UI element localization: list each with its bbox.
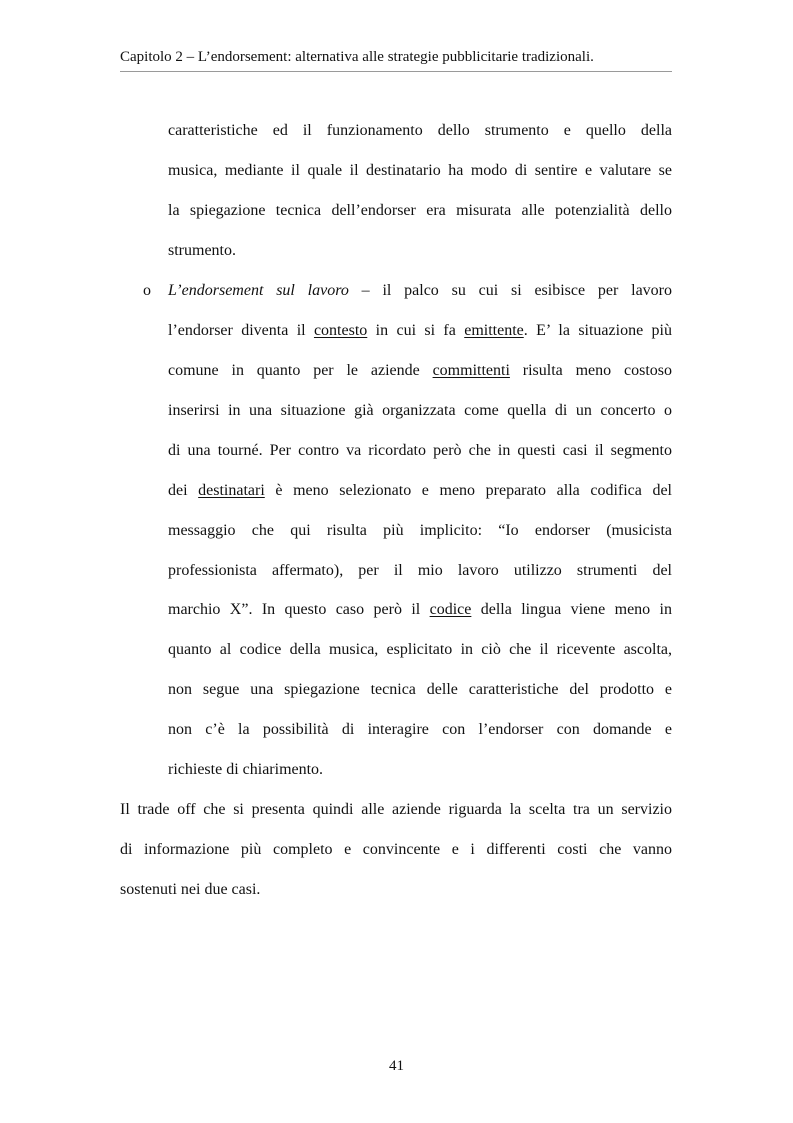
text-run: in cui si fa <box>367 322 465 339</box>
closing-line-2: di informazione più completo e convincente e i differenti costi che vanno <box>120 841 672 858</box>
text-run: risulta meno costoso <box>509 362 672 379</box>
text-run: . E’ la situazione più <box>523 322 672 339</box>
underlined-term-destinatari: destinatari <box>198 482 265 499</box>
continuation-line-2: musica, mediante il quale il destinatario ha modo di sentire e valutare se <box>168 162 672 179</box>
closing-line-3: sostenuti nei due casi. <box>120 881 261 898</box>
bullet-line-7: messaggio che qui risulta più implicito: “Io endorser (musicista <box>168 522 672 539</box>
text-run: marchio X”. In questo caso però il <box>168 601 430 618</box>
bullet-line-1-rest: – il palco su cui si esibisce per lavoro <box>348 282 673 299</box>
bullet-line-1 <box>168 279 672 303</box>
underlined-term-contesto: contesto <box>313 322 368 339</box>
underlined-term-emittente: emittente <box>464 322 524 339</box>
bullet-line-12: non c’è la possibilità di interagire con l’endorser con domande e <box>168 721 672 738</box>
text-run: dei <box>168 482 199 499</box>
bullet-line-13: richieste di chiarimento. <box>168 761 324 778</box>
bullet-line-3 <box>168 359 672 383</box>
bullet-term: L’endorsement sul lavoro <box>168 282 349 299</box>
continuation-line-4: strumento. <box>168 242 236 259</box>
bullet-line-10: quanto al codice della musica, esplicitato in ciò che il ricevente ascolta, <box>168 641 672 658</box>
bullet-line-6 <box>168 479 672 503</box>
closing-line-1: Il trade off che si presenta quindi alle aziende riguarda la scelta tra un servizio <box>120 801 672 818</box>
bullet-line-11: non segue una spiegazione tecnica delle caratteristiche del prodotto e <box>168 681 672 698</box>
running-header: Capitolo 2 – L’endorsement: alternativa alle strategie pubblicitarie tradizionali. <box>120 49 594 65</box>
bullet-line-2 <box>168 319 672 343</box>
bullet-line-8: professionista affermato), per il mio lavoro utilizzo strumenti del <box>168 562 672 579</box>
continuation-line-3: la spiegazione tecnica dell’endorser era misurata alle potenzialità dello <box>168 202 672 219</box>
continuation-line-1: caratteristiche ed il funzionamento dello strumento e quello della <box>168 122 672 139</box>
page-number: 41 <box>389 1058 404 1074</box>
text-run: della lingua viene meno in <box>471 601 672 618</box>
bullet-line-9 <box>168 598 672 622</box>
text-run: è meno selezionato e meno preparato alla codifica del <box>264 482 673 499</box>
underlined-term-committenti: committenti <box>432 362 510 379</box>
text-run: comune in quanto per le aziende <box>168 362 433 379</box>
header-divider <box>120 71 672 72</box>
underlined-term-codice: codice <box>429 601 472 618</box>
bullet-line-4: inserirsi in una situazione già organizzata come quella di un concerto o <box>168 402 672 419</box>
bullet-line-5: di una tourné. Per contro va ricordato però che in questi casi il segmento <box>168 442 672 459</box>
text-run: l’endorser diventa il <box>168 322 314 339</box>
bullet-marker: o <box>143 282 151 299</box>
